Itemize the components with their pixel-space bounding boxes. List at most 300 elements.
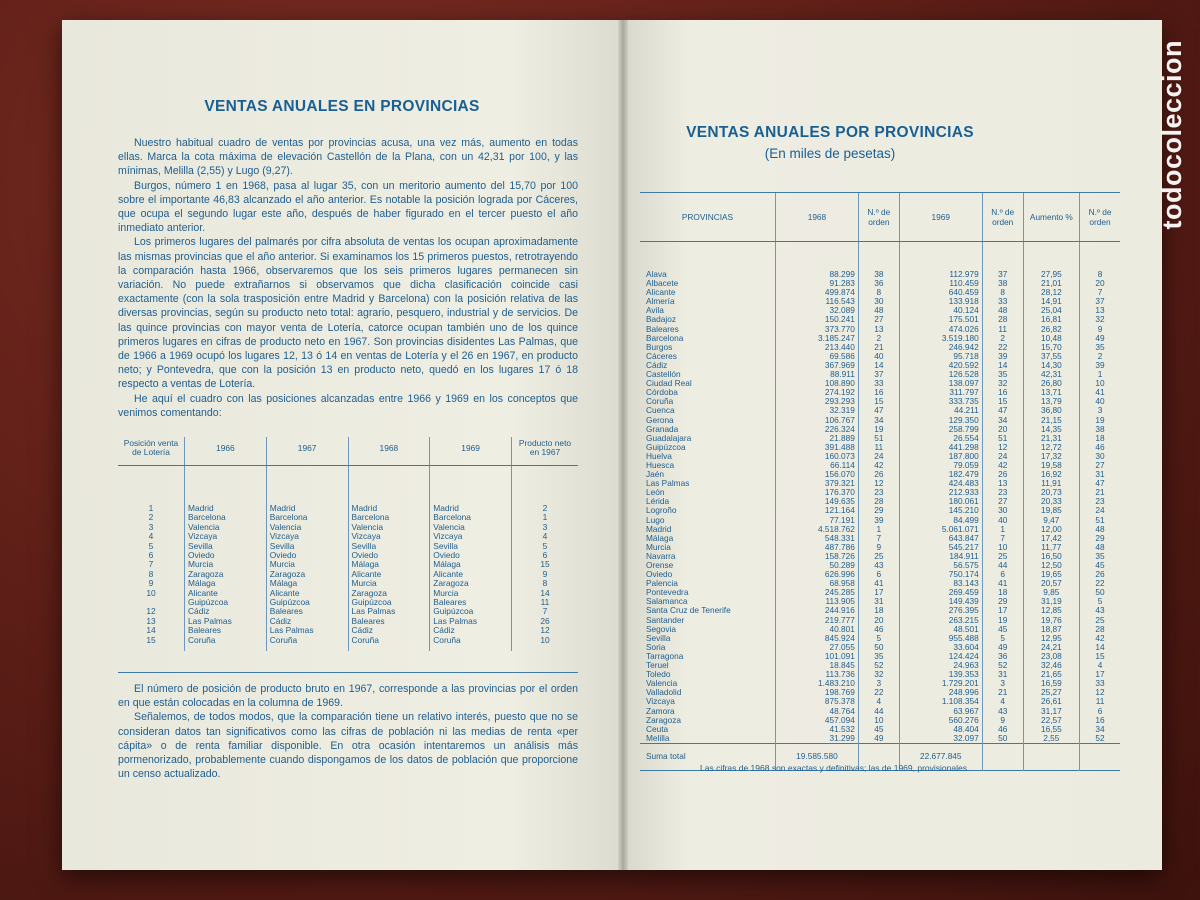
empty-cell	[982, 743, 1023, 770]
table-cell: 49	[1080, 334, 1120, 343]
table-cell: 41	[858, 579, 899, 588]
table-cell: 47	[982, 406, 1023, 415]
table-cell: 37,55	[1023, 352, 1079, 361]
table-cell: 263.215	[899, 616, 982, 625]
table-cell: 5	[858, 634, 899, 643]
table-cell: 26	[982, 470, 1023, 479]
table-cell: 8	[982, 288, 1023, 297]
table-cell: 45	[1080, 561, 1120, 570]
table-cell: 3	[512, 523, 579, 532]
paragraph: Burgos, número 1 en 1968, pasa al lugar 35, con un meritorio aumento del 15,70 por 100 sobre el importante 46,83 alcanzado el año anterior. Es notable la posición lograda por Cáceres, que ocupa el segundo lugar este año, después de haber figurado en el tercer puesto el año inmediato anterior.	[118, 179, 578, 235]
table-cell: 4	[858, 697, 899, 706]
table-cell: 19,76	[1023, 616, 1079, 625]
table-cell: 51	[982, 434, 1023, 443]
table-cell: 113.736	[775, 670, 858, 679]
col-orden-1969: N.º de orden	[982, 193, 1023, 242]
table-cell: Málaga	[266, 579, 348, 588]
table-cell: 40	[858, 352, 899, 361]
table-cell: Valencia	[430, 523, 512, 532]
table-cell: 24,21	[1023, 643, 1079, 652]
table-cell: 10	[1080, 379, 1120, 388]
table-cell: Oviedo	[348, 551, 430, 560]
col-1968: 1968	[775, 193, 858, 242]
col-1969: 1969	[899, 193, 982, 242]
right-page-subtitle: (En miles de pesetas)	[764, 146, 896, 161]
table-cell: 33	[982, 297, 1023, 306]
table-cell: 9	[512, 570, 579, 579]
table-cell: 3.519.180	[899, 334, 982, 343]
table-row	[118, 466, 578, 514]
table-cell: 48.764	[775, 707, 858, 716]
table-cell: Las Palmas	[348, 607, 430, 616]
table-cell: 20,33	[1023, 497, 1079, 506]
province-name: Toledo	[646, 670, 671, 680]
table-cell: 373.770	[775, 325, 858, 334]
table-cell: 50	[982, 734, 1023, 744]
table-cell: 640.459	[899, 288, 982, 297]
left-intro-text	[118, 136, 578, 420]
table-cell: 750.174	[899, 570, 982, 579]
table-cell: 293.293	[775, 397, 858, 406]
table-cell: 22	[982, 343, 1023, 352]
table-cell: Coruña	[348, 636, 430, 651]
province-name: Gerona	[646, 415, 674, 425]
table-cell: 2	[512, 466, 579, 514]
table-row	[118, 607, 578, 616]
table-cell: 13	[1080, 306, 1120, 315]
table-cell: 26,80	[1023, 379, 1079, 388]
table-cell: 11	[982, 325, 1023, 334]
province-name: Valladolid	[646, 688, 682, 698]
table-cell: 51	[858, 434, 899, 443]
table-cell: 3	[858, 679, 899, 688]
table-cell: 16,81	[1023, 315, 1079, 324]
table-row	[118, 532, 578, 541]
table-cell: 2,55	[1023, 734, 1079, 744]
table-cell: 49	[982, 643, 1023, 652]
table-cell: 9,47	[1023, 516, 1079, 525]
table-cell: 88.911	[775, 370, 858, 379]
table-cell: 52	[982, 661, 1023, 670]
table-cell: Zaragoza	[348, 589, 430, 598]
watermark-logo: todocoleccion	[1157, 40, 1187, 230]
table-cell: 25	[1080, 616, 1120, 625]
table-cell: 246.942	[899, 343, 982, 352]
table-cell: 29	[1080, 534, 1120, 543]
table-cell: 17	[858, 588, 899, 597]
table-cell: 17	[1080, 670, 1120, 679]
empty-cell	[1080, 743, 1120, 770]
table-cell: 955.488	[899, 634, 982, 643]
table-cell: 32	[858, 670, 899, 679]
table-cell: 24	[858, 452, 899, 461]
left-closing-text	[118, 682, 578, 781]
table-cell: 21	[982, 688, 1023, 697]
province-name: Ciudad Real	[646, 379, 692, 389]
table-cell: Málaga	[430, 560, 512, 569]
table-cell: 158.726	[775, 552, 858, 561]
table-cell: Alicante	[430, 570, 512, 579]
table-cell: 311.797	[899, 388, 982, 397]
table-cell: 14	[512, 589, 579, 598]
table-cell: 19,58	[1023, 461, 1079, 470]
table-cell: 22	[858, 688, 899, 697]
table-cell: 33	[1080, 679, 1120, 688]
year-header-1969: 1969	[430, 437, 512, 466]
province-name: Almería	[646, 297, 675, 307]
province-name: Lérida	[646, 497, 670, 507]
table-cell: 32,46	[1023, 661, 1079, 670]
table-cell: 2	[148, 512, 154, 523]
table-cell: 26	[1080, 570, 1120, 579]
table-cell: 139.353	[899, 670, 982, 679]
table-cell: 2	[858, 334, 899, 343]
table-cell: 15,70	[1023, 343, 1079, 352]
table-cell: 41.532	[775, 725, 858, 734]
province-name: Coruña	[646, 397, 674, 407]
table-cell: 12,00	[1023, 525, 1079, 534]
table-cell: 10	[982, 543, 1023, 552]
table-cell: 5	[512, 542, 579, 551]
table-cell: 124.424	[899, 652, 982, 661]
province-name: Málaga	[646, 533, 674, 543]
table-cell: 23	[858, 488, 899, 497]
table-cell: 3.185.247	[775, 334, 858, 343]
table-cell: 46	[1080, 443, 1120, 452]
table-cell: 46	[858, 625, 899, 634]
table-cell: 51	[1080, 516, 1120, 525]
province-name: Guipúzcoa	[646, 442, 686, 452]
table-row	[118, 542, 578, 551]
right-page-title: VENTAS ANUALES POR PROVINCIAS	[686, 124, 974, 141]
table-cell: 126.528	[899, 370, 982, 379]
table-cell: 8	[858, 288, 899, 297]
table-cell: Cádiz	[430, 626, 512, 635]
table-cell: 457.094	[775, 716, 858, 725]
table-cell: 26	[512, 617, 579, 626]
table-cell: 626.996	[775, 570, 858, 579]
table-cell: 333.735	[899, 397, 982, 406]
table-cell: Coruña	[430, 636, 512, 651]
table-cell: 12	[512, 626, 579, 635]
table-cell: 41	[982, 579, 1023, 588]
table-cell: 48	[1080, 525, 1120, 534]
province-name: Oviedo	[646, 570, 673, 580]
province-name: Castellón	[646, 370, 681, 380]
province-name: Santa Cruz de Tenerife	[646, 606, 731, 616]
table-cell: 12,85	[1023, 606, 1079, 615]
table-cell: 101.091	[775, 652, 858, 661]
table-cell: 14	[1080, 643, 1120, 652]
table-cell: 48	[982, 306, 1023, 315]
table-cell: 27	[982, 497, 1023, 506]
table-cell: 47	[858, 406, 899, 415]
table-cell: 113.905	[775, 597, 858, 606]
table-cell: 33.604	[899, 643, 982, 652]
table-cell: 16,92	[1023, 470, 1079, 479]
table-cell: 39	[982, 352, 1023, 361]
table-cell: 48.404	[899, 725, 982, 734]
table-cell: 32	[982, 379, 1023, 388]
table-cell: 8	[1080, 242, 1120, 280]
province-name: Madrid	[646, 524, 672, 534]
table-cell: 4	[512, 532, 579, 541]
table-cell: 34	[982, 416, 1023, 425]
empty-cell	[1023, 743, 1079, 770]
table-cell: 116.543	[775, 297, 858, 306]
table-cell: Sevilla	[430, 542, 512, 551]
table-cell: 26,61	[1023, 697, 1079, 706]
table-cell: 16,50	[1023, 552, 1079, 561]
table-cell: 176.370	[775, 488, 858, 497]
table-cell: 43	[1080, 606, 1120, 615]
table-cell: Baleares	[266, 607, 348, 616]
table-cell: 42	[1080, 634, 1120, 643]
table-cell: 10	[146, 587, 156, 598]
table-cell: 160.073	[775, 452, 858, 461]
table-cell: 63.967	[899, 707, 982, 716]
province-name: Cuenca	[646, 406, 675, 416]
province-name: Melilla	[646, 733, 670, 743]
province-name: Pontevedra	[646, 588, 689, 598]
province-sales-table	[640, 192, 1120, 772]
table-cell: 2	[982, 334, 1023, 343]
province-name: Vizcaya	[646, 697, 675, 707]
table-cell: 69.586	[775, 352, 858, 361]
table-cell: Cádiz	[266, 617, 348, 626]
table-cell: 49	[858, 734, 899, 744]
table-row	[640, 242, 1120, 280]
table-cell: 14	[858, 361, 899, 370]
table-cell: 14	[146, 625, 156, 636]
table-cell: 27	[1080, 461, 1120, 470]
table-row	[118, 560, 578, 569]
table-cell: 28	[982, 315, 1023, 324]
province-name: Valencia	[646, 679, 678, 689]
table-cell: 545.217	[899, 543, 982, 552]
table-cell: 36	[982, 652, 1023, 661]
position-table	[118, 437, 578, 651]
table-cell: Alicante	[185, 589, 267, 598]
table-cell: 27	[858, 315, 899, 324]
table-row	[640, 734, 1120, 744]
table-cell: 29	[858, 506, 899, 515]
paragraph: He aquí el cuadro con las posiciones alcanzadas entre 1966 y 1969 en los conceptos que venimos comentando:	[118, 392, 578, 419]
table-cell: 14,35	[1023, 425, 1079, 434]
paragraph: Los primeros lugares del palmarés por cifra absoluta de ventas los ocupan aproximadamente las mismas provincias que el año anterior. Si examinamos los 15 primeros puestos, retrotrayendo la comparación hasta 1966, observaremos que los seis primeros lugares permanecen sin variación. No puede extrañarnos si observamos que dicha clasificación coincide casi exactamente (con la sola trasposición entre Madrid y Barcelona) con la posición relativa de las diversas provincias, según su producto neto total: agrario, pesquero, industrial y de servicios. De las quince provincias con mayor venta de Lotería, catorce ocupan también uno de los quince primeros lugares en cifras de producto neto en 1967. Son provincias disidentes Las Palmas, que de 1966 a 1969 ocupó los lugares 12, 13 ó 14 en ventas de Lotería y el 26 en 1967, en producto neto; y Pontevedra, que con la posición 13 en producto neto, quedó en los lugares 17 ó 18 respecto a ventas de Lotería.	[118, 236, 578, 391]
table-row	[118, 617, 578, 626]
table-cell: 276.395	[899, 606, 982, 615]
table-cell: 50	[858, 643, 899, 652]
table-cell: 1.108.354	[899, 697, 982, 706]
province-name: Huesca	[646, 460, 675, 470]
table-cell: Madrid	[348, 466, 430, 514]
table-cell: 14,30	[1023, 361, 1079, 370]
table-cell: 35	[858, 652, 899, 661]
province-name: Huelva	[646, 451, 672, 461]
province-name: Guadalajara	[646, 433, 692, 443]
table-cell: 14,91	[1023, 297, 1079, 306]
table-cell: 184.911	[899, 552, 982, 561]
table-cell: 19,85	[1023, 506, 1079, 515]
year-header-1967: 1967	[266, 437, 348, 466]
table-cell: 17,32	[1023, 452, 1079, 461]
table-cell: 48	[858, 306, 899, 315]
table-cell: 18	[982, 588, 1023, 597]
table-cell: 27.055	[775, 643, 858, 652]
table-cell: Coruña	[266, 636, 348, 651]
table-cell: 10	[512, 636, 579, 651]
table-cell: 5.061.071	[899, 525, 982, 534]
table-cell: 150.241	[775, 315, 858, 324]
table-cell: 28	[858, 497, 899, 506]
table-cell: 50	[1080, 588, 1120, 597]
table-cell: 35	[1080, 343, 1120, 352]
table-cell: Murcia	[185, 560, 267, 569]
table-cell: 32.319	[775, 406, 858, 415]
province-name: Badajoz	[646, 315, 676, 325]
table-cell: 145.210	[899, 506, 982, 515]
province-name: Granada	[646, 424, 679, 434]
table-cell: 108.890	[775, 379, 858, 388]
table-cell: 424.483	[899, 479, 982, 488]
table-cell: 219.777	[775, 616, 858, 625]
table-cell: 175.501	[899, 315, 982, 324]
table-cell: 845.924	[775, 634, 858, 643]
table-cell: 7	[512, 607, 579, 616]
table-cell: 16,59	[1023, 679, 1079, 688]
table-cell: 32.089	[775, 306, 858, 315]
table-cell: 16	[858, 388, 899, 397]
table-cell: Madrid	[266, 466, 348, 514]
table-cell: 18	[858, 606, 899, 615]
table-cell: 44.211	[899, 406, 982, 415]
table-cell: 4	[148, 531, 154, 542]
table-cell: 27,95	[1023, 242, 1079, 280]
table-cell: 15	[982, 397, 1023, 406]
table-cell: 37	[1080, 297, 1120, 306]
table-cell: Las Palmas	[185, 617, 267, 626]
table-cell: 7	[148, 559, 154, 570]
table-cell: 88.299	[775, 242, 858, 280]
province-name: Alava	[646, 269, 667, 279]
table-cell: 367.969	[775, 361, 858, 370]
table-cell: 32	[1080, 315, 1120, 324]
province-table-body	[640, 242, 1120, 744]
table-cell: 25	[982, 552, 1023, 561]
table-cell: 47	[1080, 479, 1120, 488]
table-cell: 12	[146, 606, 156, 617]
table-cell: Coruña	[185, 636, 267, 651]
table-cell: Alicante	[348, 570, 430, 579]
table-cell: 32.097	[899, 734, 982, 744]
table-cell: 35	[1080, 552, 1120, 561]
table-cell: 258.799	[899, 425, 982, 434]
province-name: Avila	[646, 306, 664, 316]
total-label: Suma total	[640, 743, 775, 770]
table-cell: 149.439	[899, 597, 982, 606]
table-cell: 44	[982, 561, 1023, 570]
table-cell: 40	[982, 516, 1023, 525]
province-name: Cáceres	[646, 351, 677, 361]
table-cell: 180.061	[899, 497, 982, 506]
table-cell: 30	[858, 297, 899, 306]
table-cell: 31	[858, 597, 899, 606]
province-name: Albacete	[646, 279, 679, 289]
table-cell: 5	[148, 540, 154, 551]
table-cell: Valencia	[185, 523, 267, 532]
table-cell: 21	[1080, 488, 1120, 497]
table-cell: Barcelona	[185, 513, 267, 522]
table-cell: 13	[858, 325, 899, 334]
table-cell: Las Palmas	[430, 617, 512, 626]
table-cell: 106.767	[775, 416, 858, 425]
table-cell: Oviedo	[266, 551, 348, 560]
table-cell: 15	[146, 634, 156, 645]
left-page-title: VENTAS ANUALES EN PROVINCIAS	[204, 98, 480, 115]
table-cell: Barcelona	[266, 513, 348, 522]
table-cell: 560.276	[899, 716, 982, 725]
table-cell: 499.874	[775, 288, 858, 297]
table-cell: Guipúzcoa	[348, 598, 430, 607]
table-cell: 487.786	[775, 543, 858, 552]
table-cell: Murcia	[348, 579, 430, 588]
table-cell: 31	[982, 670, 1023, 679]
table-cell: 25	[858, 552, 899, 561]
table-cell: Vizcaya	[185, 532, 267, 541]
province-name: Zaragoza	[646, 715, 682, 725]
table-cell: Madrid	[185, 466, 267, 514]
table-cell: 22	[1080, 579, 1120, 588]
province-name: Lugo	[646, 515, 665, 525]
table-cell: Oviedo	[185, 551, 267, 560]
table-cell: 33	[858, 379, 899, 388]
table-cell: 8	[512, 579, 579, 588]
table-cell: 9	[1080, 325, 1120, 334]
total-1969: 22.677.845	[899, 743, 982, 770]
table-row	[118, 636, 578, 651]
table-cell: 40.801	[775, 625, 858, 634]
table-cell: 274.192	[775, 388, 858, 397]
table-cell: 129.350	[899, 416, 982, 425]
table-cell: 52	[858, 661, 899, 670]
table-cell: Málaga	[348, 560, 430, 569]
table-cell: 13,79	[1023, 397, 1079, 406]
province-name: Baleares	[646, 324, 679, 334]
col-orden-1968: N.º de orden	[858, 193, 899, 242]
table-cell: 1	[858, 525, 899, 534]
table-cell: 15	[1080, 652, 1120, 661]
table-cell: 4	[982, 697, 1023, 706]
table-cell: Alicante	[266, 589, 348, 598]
province-name: Burgos	[646, 342, 673, 352]
table-cell: 875.378	[775, 697, 858, 706]
table-cell: 182.479	[899, 470, 982, 479]
table-cell: 25,27	[1023, 688, 1079, 697]
table-cell: 20	[982, 425, 1023, 434]
table-cell: 46	[982, 725, 1023, 734]
table-cell: 39	[1080, 361, 1120, 370]
table-cell: Sevilla	[348, 542, 430, 551]
position-header: Posición venta de Lotería	[118, 437, 185, 466]
table-cell: Zaragoza	[266, 570, 348, 579]
province-name: Ceuta	[646, 724, 669, 734]
table-cell: 30	[1080, 452, 1120, 461]
table-cell: 16,55	[1023, 725, 1079, 734]
table-cell: 244.916	[775, 606, 858, 615]
col-orden-aumento: N.º de orden	[1080, 193, 1120, 242]
table-cell: 21,15	[1023, 416, 1079, 425]
